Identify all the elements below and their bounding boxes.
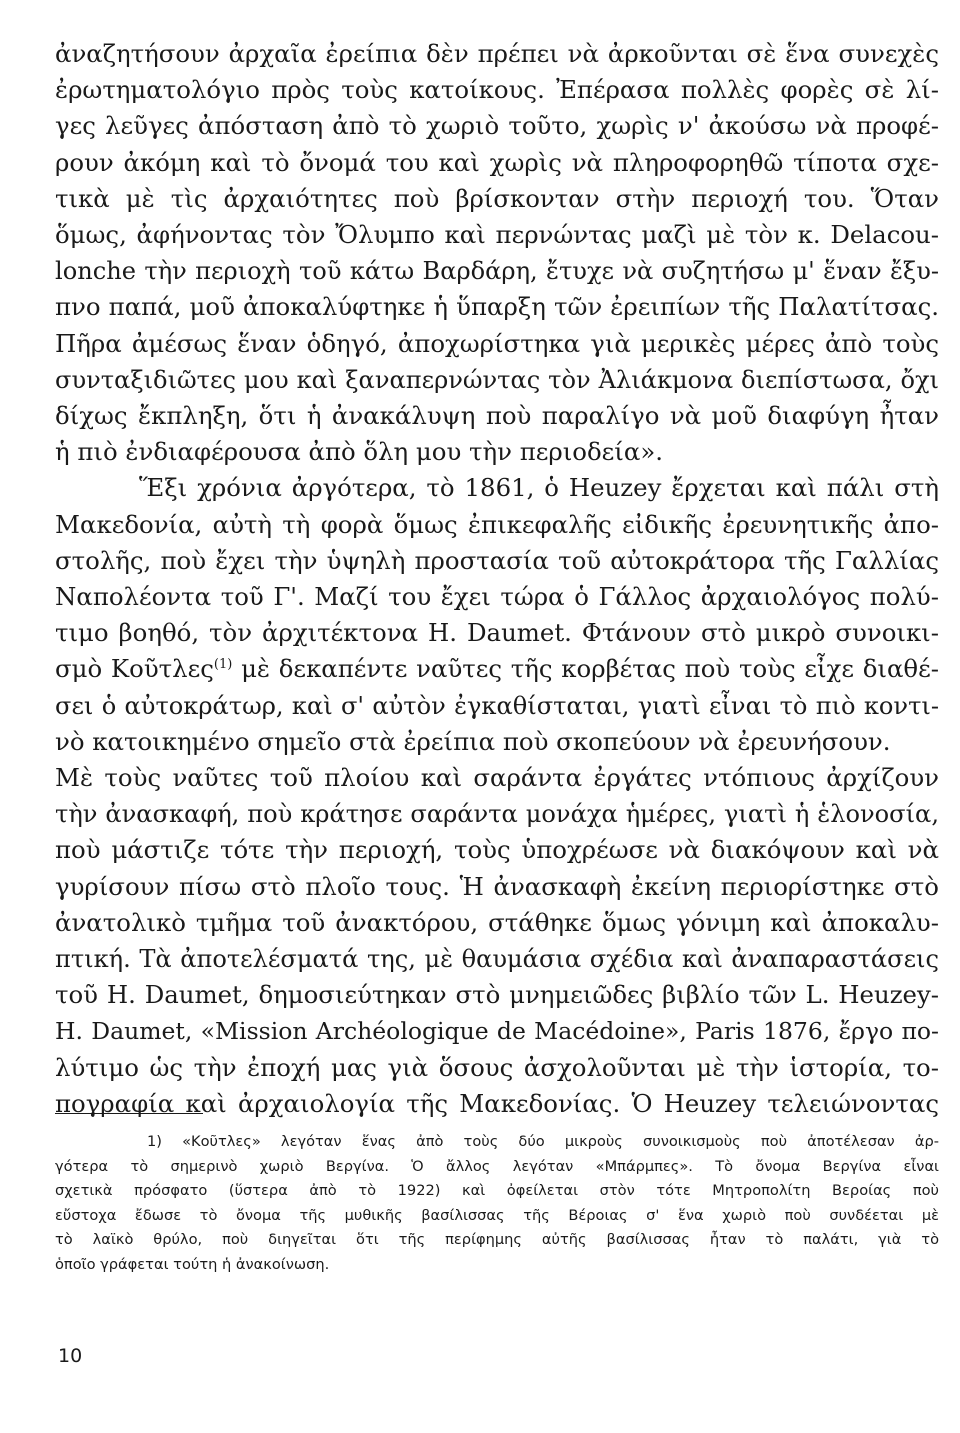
footnotes (55, 1130, 939, 1277)
text-line: τοῦ Η. Daumet, δημοσιεύτηκαν στὸ μνημειῶδες βιβλίο τῶν L. Heuzey- (55, 980, 939, 1010)
text-line: ἀναζητήσουν ἀρχαῖα ἐρείπια δὲν πρέπει νὰ ἀρκοῦνται σὲ ἕνα συνεχὲς (55, 39, 939, 68)
footnote-line: εὔστοχα ἔδωσε τὸ ὄνομα τῆς μυθικῆς βασίλισσας τῆς Βέροιας σ' ἕνα χωριὸ ποὺ συνδέεται μὲ (55, 1206, 939, 1224)
text-line: Πῆρα ἀμέσως ἕναν ὁδηγό, ἀποχωρίστηκα γιὰ μερικὲς μέρες ἀπὸ τοὺς (55, 328, 939, 358)
text-line: σει ὁ αὐτοκράτωρ, καὶ σ' αὐτὸν ἐγκαθίσταται, γιατὶ εἶναι τὸ πιὸ κοντι- (55, 691, 939, 720)
page (55, 36, 939, 1122)
text-line: ρουν ἀκόμη καὶ τὸ ὄνομά του καὶ χωρὶς νὰ πληροφορηθῶ τίποτα σχε- (55, 147, 939, 177)
text-line: πογραφία καὶ ἀρχαιολογία τῆς Μακεδονίας. Ὁ Heuzey τελειώνοντας (55, 1088, 939, 1118)
footnote-divider (55, 1113, 203, 1114)
text-line: ὅμως, ἀφήνοντας τὸν Ὄλυμπο καὶ περνώντας μαζὶ μὲ τὸν κ. Delacou- (55, 220, 939, 250)
text-line: Ἕξι χρόνια ἀργότερα, τὸ 1861, ὁ Heuzey ἔρχεται καὶ πάλι στὴ (139, 473, 939, 503)
main-text (55, 36, 939, 1122)
text-line: πτική. Τὰ ἀποτελέσματά της, μὲ θαυμάσια σχέδια καὶ ἀναπαραστάσεις (55, 945, 939, 974)
footnote-line: τὸ λαϊκὸ θρύλο, ποὺ διηγεῖται ὅτι τῆς περίφημης αὐτῆς βασίλισσας ἦταν τὸ παλάτι, γιὰ τὸ (55, 1231, 939, 1248)
text-line: στολῆς, ποὺ ἔχει τὴν ὑψηλὴ προστασία τοῦ αὐτοκράτορα τῆς Γαλλίας (55, 545, 939, 575)
text-line: δίχως ἔκπληξη, ὅτι ἡ ἀνακάλυψη ποὺ παραλίγο νὰ μοῦ διαφύγη ἦταν (55, 401, 939, 431)
text-line: γες λεῦγες ἀπόσταση ἀπὸ τὸ χωριὸ τοῦτο, χωρὶς ν' ἀκούσω νὰ προφέ- (55, 111, 939, 141)
text-line-with-footnote (55, 651, 939, 687)
footnote-line: σχετικὰ πρόσφατο (ὕστερα ἀπὸ τὸ 1922) καὶ ὀφείλεται στὸν τότε Μητροπολίτη Βεροίας ποὺ (55, 1182, 939, 1199)
text-segment: μὲ δεκαπέντε ναῦτες τῆς κορβέτας ποὺ τοὺς εἶχε διαθέ- (232, 654, 939, 684)
text-line: Ναπολέοντα τοῦ Γ'. Μαζί του ἔχει τώρα ὁ Γάλλος ἀρχαιολόγος πολύ- (55, 582, 939, 612)
footnote-line: γότερα τὸ σημερινὸ χωριὸ Βεργίνα. Ὁ ἄλλος λεγόταν «Μπάρμπες». Τὸ ὄνομα Βεργίνα εἶναι (55, 1157, 939, 1175)
text-line: τὴν ἀνασκαφή, ποὺ κράτησε σαράντα μονάχα ἡμέρες, γιατὶ ἡ ἑλονοσία, (55, 800, 939, 829)
text-line: lonche τὴν περιοχὴ τοῦ κάτω Βαρδάρη, ἔτυχε νὰ συζητήσω μ' ἕναν ἔξυ- (55, 257, 939, 286)
text-line: λύτιμο ὡς τὴν ἐποχή μας γιὰ ὅσους ἀσχολοῦνται μὲ τὴν ἱστορία, το- (55, 1052, 939, 1082)
text-line: πνο παπά, μοῦ ἀποκαλύφτηκε ἡ ὕπαρξη τῶν ἐρειπίων τῆς Παλατίτσας. (55, 292, 939, 322)
text-line: τικὰ μὲ τὶς ἀρχαιότητες ποὺ βρίσκονταν στὴν περιοχή του. Ὅταν (55, 183, 939, 213)
text-segment: σμὸ Κοῦτλες (55, 654, 214, 684)
text-line: ἐρωτηματολόγιο πρὸς τοὺς κατοίκους. Ἐπέρασα πολλὲς φορὲς σὲ λί- (55, 75, 939, 105)
text-line: νὸ κατοικημένο σημεῖο στὰ ἐρείπια ποὺ σκοπεύουν νὰ ἐρευνήσουν. (55, 726, 891, 756)
text-line: Μὲ τοὺς ναῦτες τοῦ πλοίου καὶ σαράντα ἐργάτες ντόπιους ἀρχίζουν (55, 763, 939, 793)
text-line: ἀνατολικὸ τμῆμα τοῦ ἀνακτόρου, στάθηκε ὅμως γόνιμη καὶ ἀποκαλυ- (55, 907, 939, 937)
text-line: γυρίσουν πίσω στὸ πλοῖο τους. Ἡ ἀνασκαφὴ ἐκείνη περιορίστηκε στὸ (55, 871, 939, 901)
text-line: ἡ πιὸ ἐνδιαφέρουσα ἀπὸ ὅλη μου τὴν περιοδεία». (55, 437, 664, 467)
footnote-marker: (1) (213, 657, 233, 673)
text-line: Η. Daumet, «Mission Archéologique de Macédoine», Paris 1876, ἔργο πο- (55, 1017, 939, 1046)
footnote-line: 1) «Κοῦτλες» λεγόταν ἕνας ἀπὸ τοὺς δύο μικροὺς συνοικισμοὺς ποὺ ἀποτέλεσαν ἀρ- (147, 1133, 939, 1150)
text-line: Μακεδονία, αὐτὴ τὴ φορὰ ὅμως ἐπικεφαλῆς εἰδικῆς ἐρευνητικῆς ἀπο- (55, 509, 939, 539)
text-line: συνταξιδιῶτες μου καὶ ξαναπερνώντας τὸν Ἀλιάκμονα διεπίστωσα, ὄχι (55, 365, 939, 394)
footnote-line: ὁποῖο γράφεται τούτη ἡ ἀνακοίνωση. (55, 1255, 330, 1273)
page-number: 10 (58, 1345, 83, 1367)
text-line: ποὺ μάστιζε τότε τὴν περιοχή, τοὺς ὑποχρέωσε νὰ διακόψουν καὶ νὰ (55, 835, 939, 865)
text-line: τιμο βοηθό, τὸν ἀρχιτέκτονα Η. Daumet. Φτάνουν στὸ μικρὸ συνοικι- (55, 618, 939, 648)
